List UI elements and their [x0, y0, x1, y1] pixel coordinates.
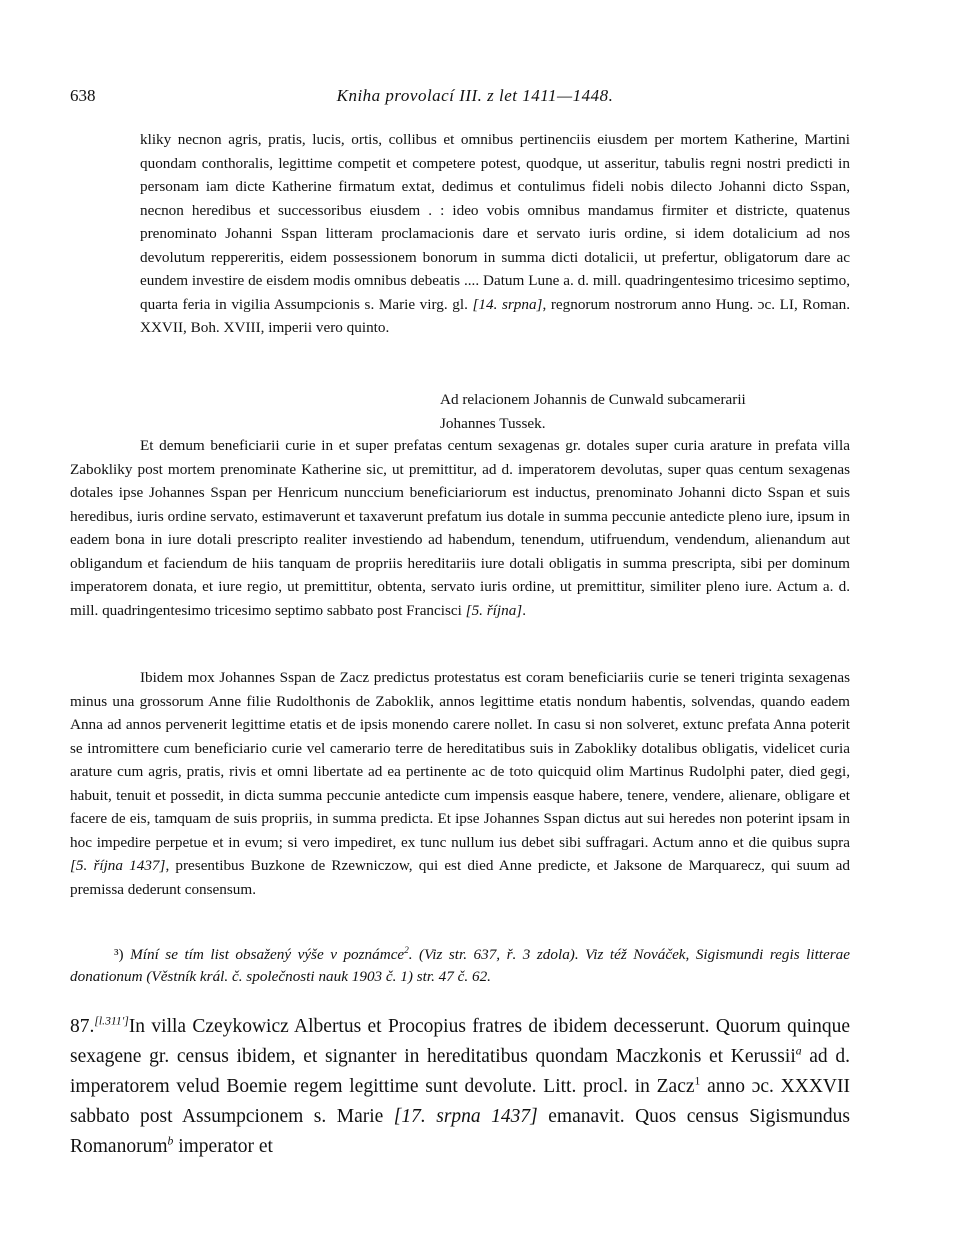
footnote-sup: 2 — [404, 944, 409, 955]
entry-folio-marker: [l.311'] — [94, 1014, 129, 1028]
entry-sup-a: a — [795, 1044, 802, 1058]
entry-87 — [70, 1012, 850, 1162]
signature-line2: Johannes Tussek. — [440, 414, 546, 432]
entry-text5: imperator et — [173, 1136, 273, 1157]
signature-line1: Ad relacionem Johannis de Cunwald subcamerarii — [440, 391, 746, 408]
entry-text3: anno ɔc. XXXVII sabbato post Assumpcionem s. Marie — [70, 1076, 850, 1127]
paragraph-protestation — [70, 666, 850, 901]
entry-date: [17. srpna 1437] — [393, 1106, 538, 1127]
paragraph3-text: Ibidem mox Johannes Sspan de Zacz predictus protestatus est coram beneficiariis curie se teneri triginta sexagenas minus una grossorum Anne filie Rudolthonis de Zaboklik, annos legittime etatis nondum habentis, solvendas, quando eadem Anna ad annos pervenerit legittime etatis et de ipsis monendo carere nollet. In casu si non solveret, extunc prefata Anna poterit se intromittere cum beneficiario curie vel camerario terre de hereditatibus suis in Zaboklikу dotalibus obligatis, videlicet curia arature cum agris, pratis, rivis et omni libertate ad ea pertinente ac de toto quicquid olim Martinus Rudolphi pater, died gegi, habuit, tenuit et possedit, in dicta summa peccunie antedicte cum impensis easque habere, tenere, vendere, alienare, obligare et facere de eis, tamquam de suis propriis, in summa predicta. Et ipse Johannes Sspan dictus aut sui heredes non poterint ipsam in hoc impedire perpetue et in evum; si vero impediret, ex tunc nullum ius debet sibi suffragari. Actum anno et die quibus supra — [70, 669, 850, 851]
running-head: Kniha provolací III. z let 1411—1448. — [336, 86, 614, 105]
paragraph2-date: [5. října] — [465, 601, 523, 619]
paragraph3-text-after: , presentibus Buzkone de Rzewniczow, qui est died Anne predicte, et Jaksone de Marquarecz, qui suum ad premissa dederunt consensum. — [70, 857, 850, 898]
entry-text4: emanavit. Quos census Sigismundus Romanorum — [70, 1106, 851, 1157]
entry-text1: In villa Czeykowicz Albertus et Procopius fratres de ibidem decesserunt. Quorum quinque sexagene gr. census ibidem, et signanter in hereditatibus quondam Maczkonis et Kerussii — [70, 1016, 850, 1067]
page-header — [70, 86, 880, 112]
signature-block — [440, 388, 860, 435]
footnote-text: Míní se tím list obsažený výše v poznámce — [130, 946, 405, 963]
paragraph-continued — [140, 128, 850, 340]
entry-text2: ad d. imperatorem velud Boemie regem legittime sunt devolute. Litt. procl. in Zacz — [70, 1046, 850, 1097]
entry-sup-b: b — [167, 1134, 174, 1148]
paragraph2-text-after: . — [522, 601, 526, 619]
entry-number: 87. — [70, 1016, 95, 1037]
paragraph-estimation — [70, 434, 850, 622]
footnote-mark: ³) — [114, 946, 124, 963]
footnote — [70, 944, 850, 988]
paragraph3-date: [5. října 1437] — [70, 857, 166, 874]
paragraph1-text: kliky necnon agris, pratis, lucis, ortis, collibus et omnibus pertinenciis eiusdem per mortem Katherine, Martini quondam conthoralis, legittime competit et competere potest, quodque, ut asseritur, tabulis regni nostri predicti in personam iam dicte Katherine firmatum extat, dedimus et contulimus fideli nobis dilecto Johanni dicto Sspan, necnon heredibus et successoribus eiusdem . : ideo vobis omnibus mandamus firmiter et districte, quatenus prenominato Johanni Sspan litteram proclamacionis dare et servato iuris ordine, si idem dotalicium ad nos devolutum reppereritis, eidem possessionem bonorum in summa dicti dotalicii, ut prefertur, obligatorum dare ac eundem investire de eisdem modis omnibus debeatis .... Datum Lune a. d. mill. quadringentesimo tricesimo septimo, quarta feria in vigilia Assumpcionis s. Marie virg. gl. — [140, 131, 850, 313]
paragraph2-text: Et demum beneficiarii curie in et super prefatas centum sexagenas gr. dotales super curia arature in prefata villa Zabokliky post mortem prenominate Katherine sic, ut premittitur, ad d. imperatorem devolutas, super quas centum sexagenas dotales ipse Johannes Sspan per Henricum nunccium beneficiariorum est inductus, prenominato Johanni dicto Sspan et suis heredibus, iuris ordine servato, estimaverunt et taxaverunt prefatum ius dotale in summa peccunie antedicte pleno iure, ipsum in eadem bona in iure dotali prescripto realiter investiendo ad habendum, tenendum, utifruendum, vendendum, alienandum aut obligandum et faciendum de hiis tanquam de propriis hereditariis iure dotali obligatis in summa prescripta, sibi per dominum imperatorem donata, et iure regio, ut premittitur, obtenta, servato iuris ordine, ut premittitur, similiter pleno iure. Actum a. d. mill. quadringentesimo tricesimo septimo sabbato post Francisci — [70, 437, 850, 619]
entry-sup-1: 1 — [694, 1074, 701, 1088]
paragraph1-text-after: , regnorum nostrorum anno Hung. ɔc. LI, Roman. XXVII, Boh. XVIII, imperii vero quinto. — [140, 295, 850, 336]
page-number: 638 — [70, 86, 96, 105]
paragraph1-date: [14. srpna] — [472, 295, 543, 313]
footnote-text-after: . (Viz str. 637, ř. 3 zdola). Viz též Nováček, Sigismundi regis litterae donationum (Věstník král. č. společnosti nauk 1903 č. 1) str. 47 č. 62. — [70, 946, 851, 985]
